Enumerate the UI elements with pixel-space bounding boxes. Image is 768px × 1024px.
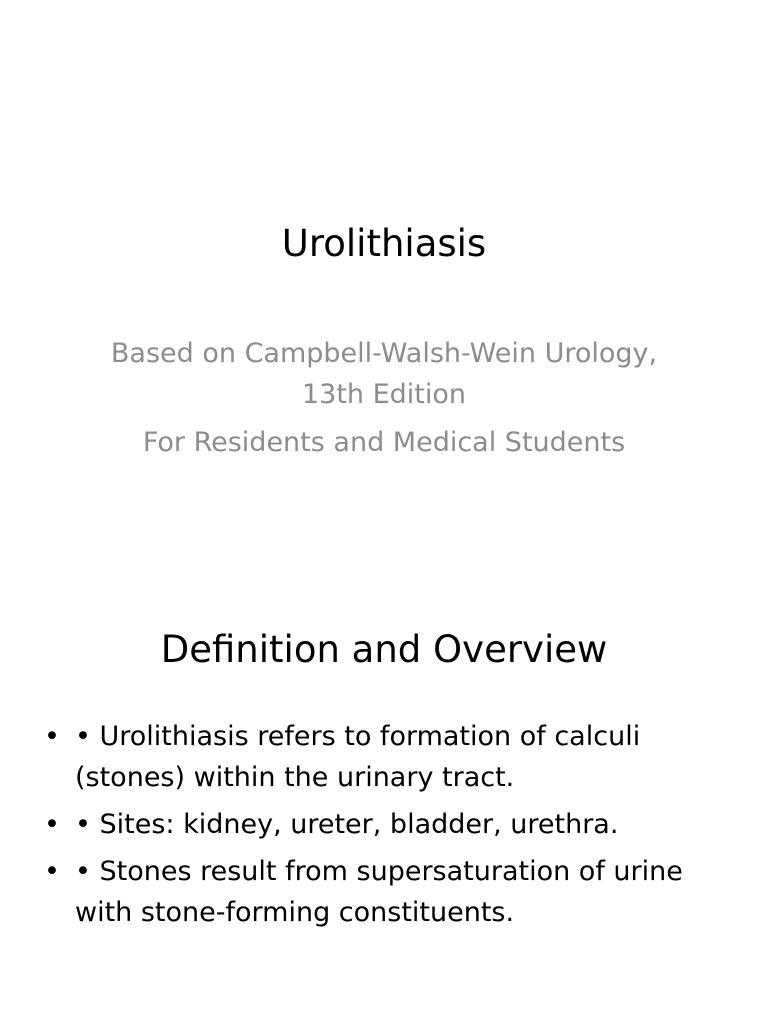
bullet-marker: • [44,721,60,752]
bullet-text: • Stones result from supersaturation of urine with stone-forming constituents. [75,856,683,928]
bullet-text: • Sites: kidney, ureter, bladder, urethra. [75,809,619,840]
content-slide [0,576,768,1024]
bullet-marker: • [44,856,60,887]
subtitle-line: Based on Campbell-Walsh-Wein Urology, 13th Edition [110,338,658,410]
bullet-marker: • [44,809,60,840]
subtitle-line: For Residents and Medical Students [142,427,626,458]
bullet-item [38,851,728,933]
bullet-text: • Urolithiasis refers to formation of calculi (stones) within the urinary tract. [75,721,641,793]
slide-title: Urolithiasis [281,222,487,265]
bullet-list [38,716,728,939]
slide-title: Definition and Overview [160,628,608,671]
slide-subtitle [80,333,688,470]
bullet-item [38,804,728,845]
bullet-item [38,716,728,798]
